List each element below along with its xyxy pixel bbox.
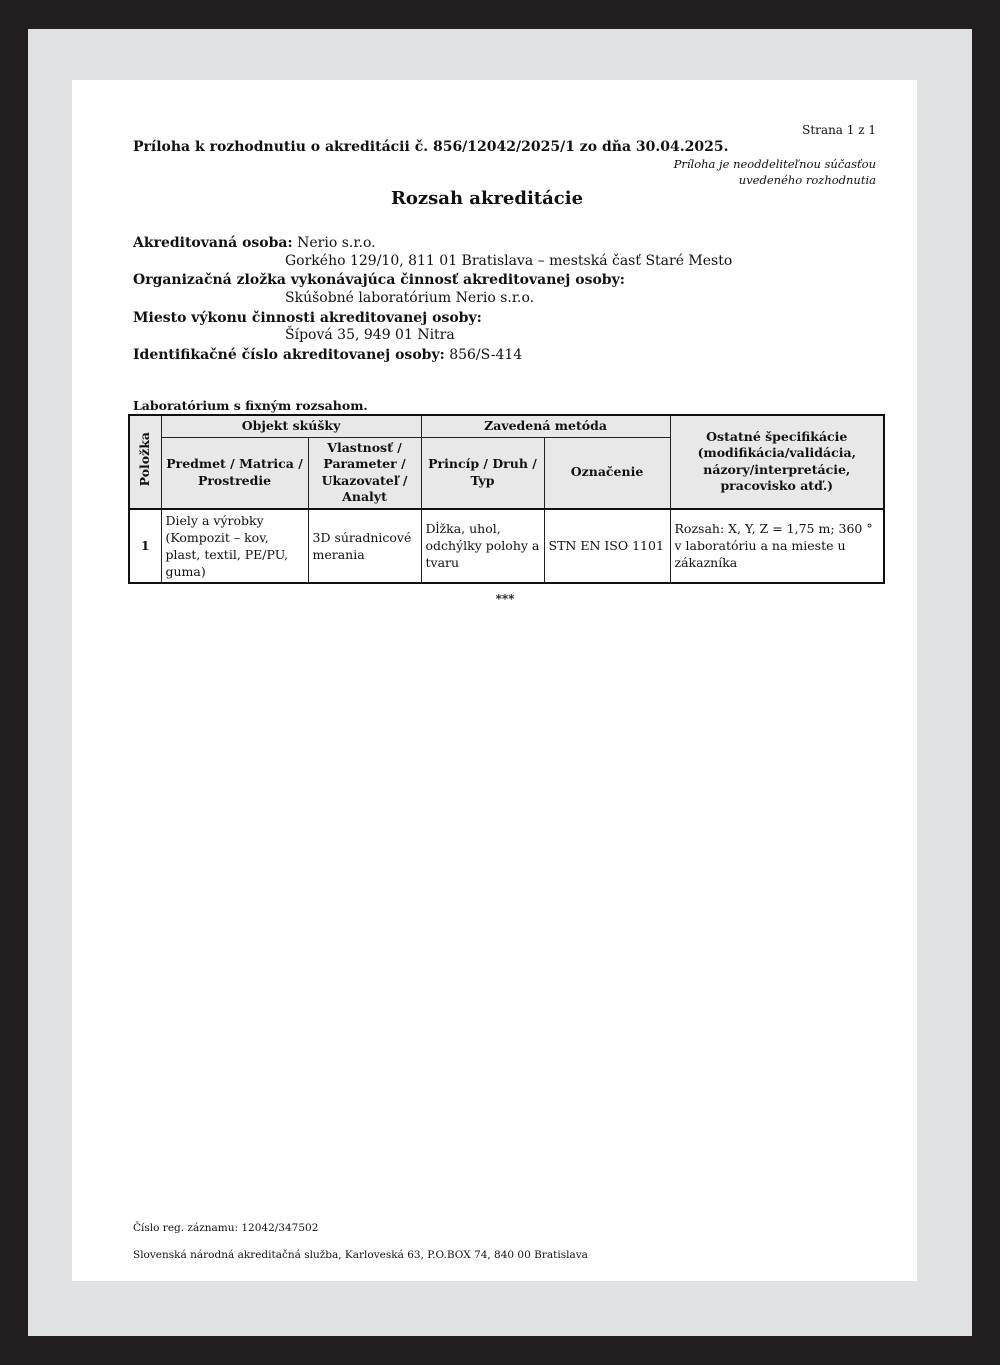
accredited-person-name: Nerio s.r.o. [292,235,376,251]
accredited-person-label: Akreditovaná osoba: [133,235,293,251]
row-item: 1 [129,509,161,583]
annex-note [674,156,876,188]
row-subject: Diely a výrobky (Kompozit – kov, plast, textil, PE/PU, guma) [161,509,308,583]
id-value: 856/S-414 [444,347,523,363]
org-unit-value: Skúšobné laboratórium Nerio s.r.o. [285,290,535,306]
col-property-header: Vlastnosť / Parameter / Ukazovateľ / Analyt [308,437,421,509]
lab-scope-heading: Laboratórium s fixným rozsahom. [133,398,368,413]
row-other: Rozsah: X, Y, Z = 1,75 m; 360 ° v laboratóriu a na mieste u zákazníka [670,509,884,583]
document-page [72,80,917,1281]
annex-note-line-2: uvedeného rozhodnutia [738,173,876,187]
group-method-header: Zavedená metóda [421,415,670,437]
group-object-header: Objekt skúšky [161,415,421,437]
accredited-person-address: Gorkého 129/10, 811 01 Bratislava – mestská časť Staré Mesto [285,253,733,269]
row-designation: STN EN ISO 1101 [544,509,670,583]
footer-agency: Slovenská národná akreditačná služba, Karloveská 63, P.O.BOX 74, 840 00 Bratislava [133,1249,588,1261]
org-unit-label: Organizačná zložka vykonávajúca činnosť akreditovanej osoby: [133,272,625,288]
row-property: 3D súradnicové merania [308,509,421,583]
annex-note-line-1: Príloha je neoddeliteľnou súčasťou [673,157,876,171]
col-principle-header: Princíp / Druh / Typ [421,437,544,509]
identification-number [133,346,522,365]
end-marker: *** [495,592,515,606]
table-row [129,509,884,583]
table-header-row-1 [129,415,884,437]
col-other-header: Ostatné špecifikácie (modifikácia/validácia, názory/interpretácie, pracovisko atď.) [670,415,884,509]
location-value: Šípová 35, 949 01 Nitra [285,327,455,343]
footer-reg-number: Číslo reg. záznamu: 12042/347502 [133,1222,319,1234]
col-item-header: Položka [129,415,161,509]
annex-title: Príloha k rozhodnutiu o akreditácii č. 856/12042/2025/1 zo dňa 30.04.2025. [133,139,729,155]
location-label: Miesto výkonu činnosti akreditovanej osoby: [133,310,482,326]
col-designation-header: Označenie [544,437,670,509]
page-number: Strana 1 z 1 [802,123,876,137]
id-label: Identifikačné číslo akreditovanej osoby: [133,347,445,363]
accredited-person [133,234,376,253]
page-title: Rozsah akreditácie [390,188,584,209]
row-principle: Dĺžka, uhol, odchýlky polohy a tvaru [421,509,544,583]
col-subject-header: Predmet / Matrica / Prostredie [161,437,308,509]
accreditation-scope-table [128,414,885,584]
